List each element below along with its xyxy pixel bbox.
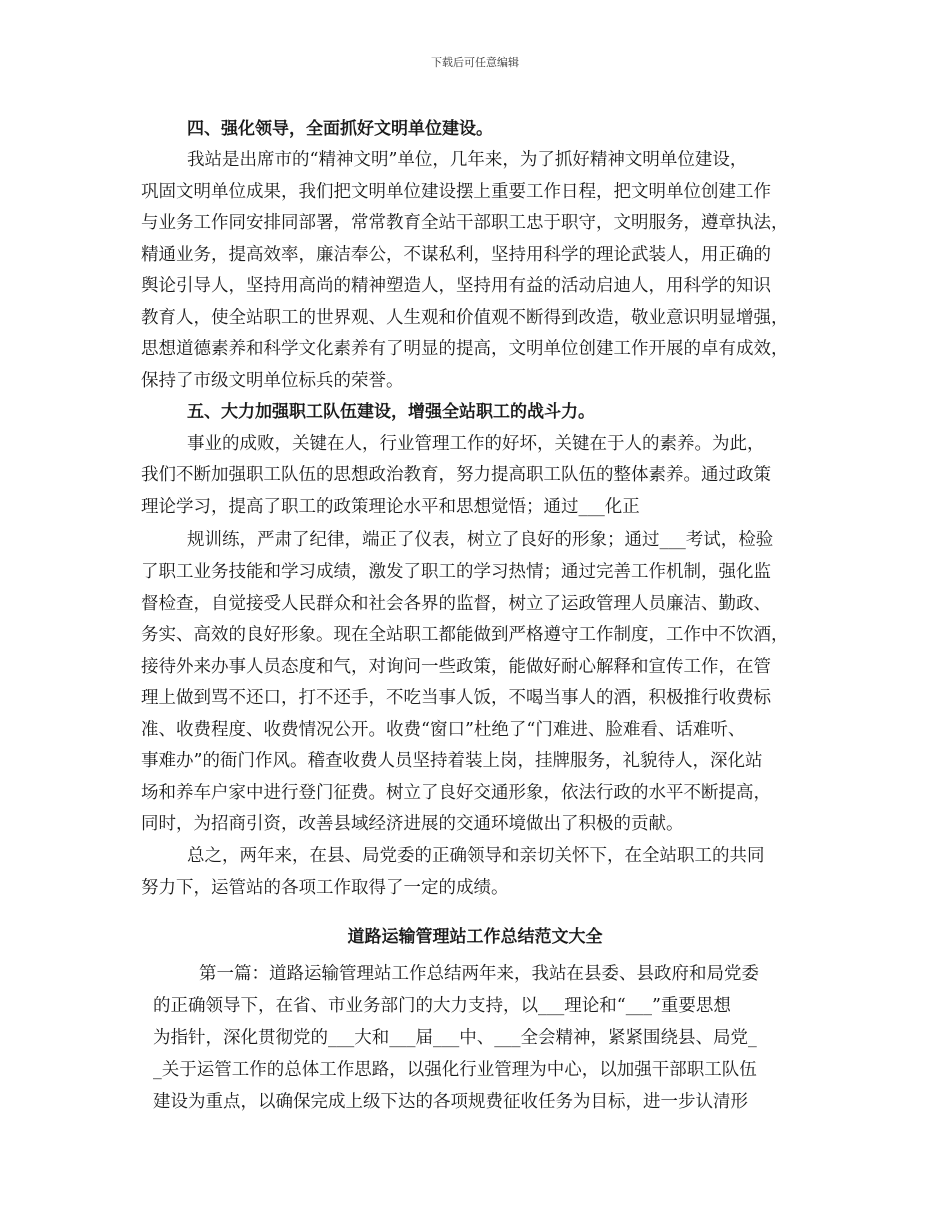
section5-line: 我们不断加强职工队伍的思想政治教育，努力提高职工队伍的整体素养。通过政策 <box>141 465 771 485</box>
section5-line: 事业的成败，关键在人，行业管理工作的好坏，关键在于人的素养。为此， <box>187 434 765 454</box>
section4-line: 教育人，使全站职工的世界观、人生观和价值观不断得到改造，敬业意识明显增强， <box>141 308 789 328</box>
section4-heading: 四、强化领导，全面抓好文明单位建设。 <box>187 119 493 139</box>
section5-line: 准、收费程度、收费情况公开。收费“窗口”杜绝了“门难进、脸难看、话难听、 <box>141 720 746 740</box>
section5-line: 理上做到骂不还口，打不还手，不吃当事人饭，不喝当事人的酒，积极推行收费标 <box>141 688 771 708</box>
section4-line: 与业务工作同安排同部署，常常教育全站干部职工忠于职守，文明服务，遵章执法， <box>141 213 789 233</box>
section5-line: 务实、高效的良好形象。现在全站职工都能做到严格遵守工作制度，工作中不饮酒， <box>141 625 789 645</box>
section4-line: 思想道德素养和科学文化素养有了明显的提高，文明单位创建工作开展的卓有成效， <box>141 339 789 359</box>
conclusion-line: 努力下，运管站的各项工作取得了一定的成绩。 <box>141 878 509 898</box>
section5-line: 了职工业务技能和学习成绩，激发了职工的学习热情；通过完善工作机制，强化监 <box>141 562 771 582</box>
document-title: 道路运输管理站工作总结范文大全 <box>347 927 603 947</box>
article-line: 建设为重点，以确保完成上级下达的各项规费征收任务为目标，进一步认清形 <box>153 1092 748 1112</box>
section5-line: 同时，为招商引资，改善县域经济进展的交通环境做出了积极的贡献。 <box>141 814 684 834</box>
section4-line: 巩固文明单位成果，我们把文明单位建设摆上重要工作日程，把文明单位创建工作 <box>141 182 771 202</box>
section5-line: 督检查，自觉接受人民群众和社会各界的监督，树立了运政管理人员廉洁、勤政、 <box>141 594 771 614</box>
section5-line: 场和养车户家中进行登门征费。树立了良好交通形象，依法行政的水平不断提高， <box>141 783 771 803</box>
section5-line: 接待外来办事人员态度和气，对询问一些政策，能做好耐心解释和宣传工作，在管 <box>141 657 771 677</box>
section4-line: 舆论引导人，坚持用高尚的精神塑造人，坚持用有益的活动启迪人，用科学的知识 <box>141 276 771 296</box>
section4-line: 保持了市级文明单位标兵的荣誉。 <box>141 371 404 391</box>
conclusion-line: 总之，两年来，在县、局党委的正确领导和亲切关怀下，在全站职工的共同 <box>187 846 765 866</box>
section5-line: 理论学习，提高了职工的政策理论水平和思想觉悟；通过___化正 <box>141 497 640 517</box>
section4-line: 精通业务，提高效率，廉洁奉公，不谋私利，坚持用科学的理论武装人，用正确的 <box>141 245 771 265</box>
header-note: 下载后可任意编辑 <box>431 56 519 69</box>
article-line: 的正确领导下，在省、市业务部门的大力支持，以___理论和“___”重要思想 <box>153 996 731 1016</box>
article-line: 第一篇：道路运输管理站工作总结两年来，我站在县委、县政府和局党委 <box>199 964 759 984</box>
section4-line: 我站是出席市的“精神文明”单位，几年来，为了抓好精神文明单位建设， <box>187 150 748 170</box>
section5-heading: 五、大力加强职工队伍建设，增强全站职工的战斗力。 <box>187 402 595 422</box>
section5-line: 事难办”的衙门作风。稽查收费人员坚持着装上岗，挂牌服务，礼貌待人，深化站 <box>141 751 763 771</box>
section5-line: 规训练，严肃了纪律，端正了仪表，树立了良好的形象；通过___考试，检验 <box>187 530 774 550</box>
article-line: _关于运管工作的总体工作思路，以强化行业管理为中心，以加强干部职工队伍 <box>153 1060 757 1080</box>
article-line: 为指针，深化贯彻党的___大和___届___中、___全会精神，紧紧围绕县、局党_ <box>153 1028 757 1048</box>
